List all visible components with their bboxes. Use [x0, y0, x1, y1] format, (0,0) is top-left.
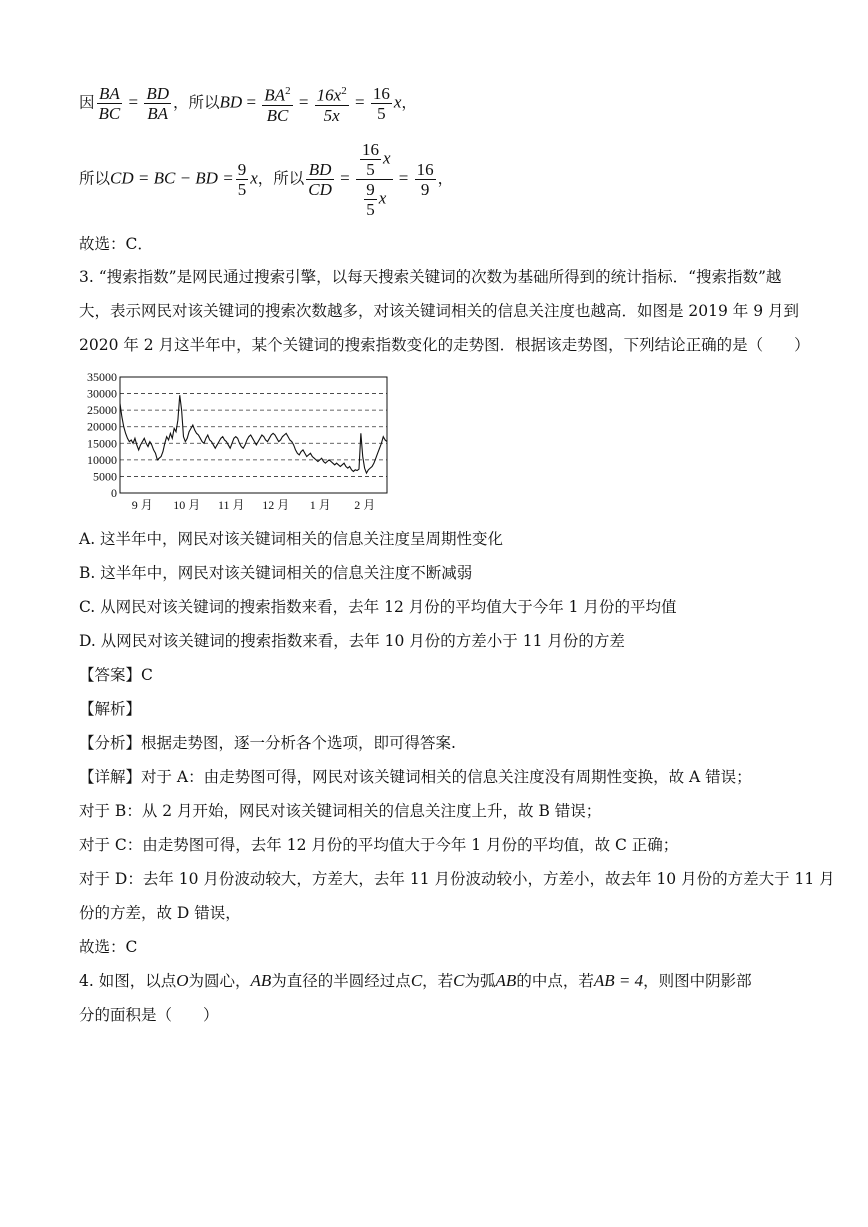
- fraction-numerator: BA: [97, 84, 123, 104]
- text-so: ，所以: [173, 93, 220, 112]
- fraction-numerator: BD: [146, 83, 170, 103]
- fraction-ba-bc: [97, 84, 123, 123]
- symbol-bd: BD: [219, 92, 243, 112]
- fraction-bd-ba: [144, 84, 171, 123]
- variable-x: x: [382, 148, 391, 168]
- equation-line-2: [79, 140, 453, 219]
- q4-text: 为弧: [464, 972, 496, 990]
- y-tick-label: 5000: [93, 469, 117, 484]
- symbol-ab: AB: [250, 971, 272, 990]
- symbol-c: C: [453, 971, 465, 990]
- fraction-denominator: 9: [420, 180, 430, 199]
- exponent: 2: [285, 85, 291, 97]
- equals-sign: =: [335, 168, 354, 188]
- x-tick-label: 1 月: [309, 498, 331, 512]
- text-because: 因: [79, 93, 95, 112]
- detail-option-d-line-2: 份的方差，故 D 错误，: [79, 904, 241, 922]
- question-4-line-2: 分的面积是（ ）: [79, 1006, 219, 1024]
- equals-sign: =: [294, 92, 313, 112]
- q4-text: ，则图中阴影部: [643, 972, 752, 990]
- exponent: 2: [341, 85, 347, 97]
- fraction-numerator: BD: [306, 160, 334, 180]
- option-c[interactable]: C. 从网民对该关键词的搜索指数来看，去年 12 月份的平均值大于今年 1 月份的平均值: [79, 598, 677, 616]
- fraction-denominator: BC: [266, 105, 289, 125]
- question-4-line-1: [79, 971, 752, 991]
- fraction-denominator: 5: [366, 160, 375, 179]
- variable-x: x: [378, 188, 387, 208]
- equation-line-1: [79, 82, 417, 125]
- fraction-numerator: 9: [237, 160, 247, 179]
- fraction-denominator: 5: [366, 200, 375, 219]
- chart-grid: [120, 394, 387, 477]
- detail-option-a: 【详解】对于 A：由走势图可得，网民对该关键词相关的信息关注度没有周期性变换，故 A 错误；: [79, 768, 752, 786]
- fraction-denominator: 5: [377, 103, 386, 123]
- detail-option-c: 对于 C：由走势图可得，去年 12 月份的平均值大于今年 1 月份的平均值，故 C 正确；: [79, 836, 679, 854]
- answer-label: 【答案】C: [79, 666, 153, 684]
- x-tick-label: 11 月: [217, 498, 245, 512]
- equals-sign: =: [124, 92, 143, 112]
- analysis-summary: 【分析】根据走势图，逐一分析各个选项，即可得答案.: [79, 734, 456, 752]
- detail-option-b: 对于 B：从 2 月开始，网民对该关键词相关的信息关注度上升，故 B 错误；: [79, 802, 602, 820]
- q4-text: 为圆心，: [188, 972, 251, 990]
- text-so: 所以: [79, 169, 111, 188]
- fraction-16-5: [371, 84, 392, 123]
- fraction-denominator: BC: [98, 103, 121, 123]
- symbol-ab: AB: [495, 971, 517, 990]
- search-index-chart: [78, 368, 398, 516]
- chart-series: [120, 395, 387, 473]
- x-axis-ticks: [132, 498, 376, 512]
- comma: ，: [437, 169, 454, 188]
- y-tick-label: 30000: [87, 386, 117, 401]
- fraction-9-5: [236, 160, 249, 199]
- fraction-denominator: 5: [237, 180, 247, 199]
- search-index-line: [120, 395, 387, 473]
- equation-ab-4: AB = 4: [593, 971, 644, 990]
- fraction-16-9: [415, 160, 436, 199]
- option-a[interactable]: A. 这半年中，网民对该关键词相关的信息关注度呈周期性变化: [79, 530, 504, 548]
- y-tick-label: 20000: [87, 419, 117, 434]
- y-tick-label: 15000: [87, 436, 117, 451]
- equals-sign: =: [394, 168, 413, 188]
- q4-text: 的中点，若: [516, 972, 594, 990]
- question-3-line-2: 大，表示网民对该关键词的搜索次数越多，对该关键词相关的信息关注度也越高．如图是 2019 年 9 月到: [79, 302, 800, 320]
- x-tick-label: 9 月: [131, 498, 153, 512]
- fraction-denominator: CD: [308, 180, 332, 199]
- variable-x: x: [250, 168, 258, 188]
- compound-fraction: [356, 140, 393, 219]
- y-tick-label: 25000: [87, 403, 117, 418]
- fraction-denominator: 5x: [323, 105, 340, 125]
- symbol-c: C: [410, 971, 423, 990]
- fraction-16-5: [360, 140, 381, 179]
- symbol-o: O: [176, 971, 189, 990]
- fraction-9-5: [364, 180, 377, 219]
- option-d[interactable]: D. 从网民对该关键词的搜索指数来看，去年 10 月份的方差小于 11 月份的方差: [79, 632, 625, 650]
- y-tick-label: 0: [111, 486, 117, 500]
- question-3-line-1: 3. “搜索指数”是网民通过搜索引擎，以每天搜索关键词的次数为基础所得到的统计指标．“搜索指数”越: [79, 268, 782, 286]
- comma: ，: [401, 93, 417, 112]
- y-tick-label: 35000: [87, 370, 117, 384]
- x-tick-label: 2 月: [354, 498, 376, 512]
- x-tick-label: 12 月: [262, 498, 290, 512]
- fraction-numerator: 9: [366, 180, 375, 199]
- fraction-numerator: 16: [416, 160, 434, 179]
- plot-frame: [120, 377, 387, 493]
- question-3-line-3: 2020 年 2 月这半年中，某个关键词的搜索指数变化的走势图．根据该走势图，下列结论正确的是（ ）: [79, 336, 810, 354]
- expression-cd: CD = BC − BD =: [110, 168, 234, 188]
- detail-option-d-line-1: 对于 D：去年 10 月份波动较大，方差大，去年 11 月份波动较小，方差小，故去年 10 月份的方差大于 11 月: [79, 870, 835, 888]
- analysis-label: 【解析】: [79, 700, 142, 718]
- fraction-numerator: BA: [264, 85, 286, 105]
- fraction-bd-cd: [306, 160, 334, 199]
- fraction-ba2-bc: [262, 82, 292, 125]
- q4-text: ，若: [422, 972, 454, 990]
- fraction-numerator: 16x: [316, 85, 342, 105]
- q4-text: 4. 如图，以点: [79, 972, 177, 990]
- text-so: ，所以: [257, 169, 305, 188]
- variable-x: x: [393, 92, 402, 112]
- x-tick-label: 10 月: [173, 498, 201, 512]
- equals-sign: =: [242, 92, 261, 112]
- fraction-numerator: 16: [372, 83, 390, 103]
- y-tick-label: 10000: [87, 452, 117, 467]
- answer-choose-c: 故选：C．: [79, 235, 153, 253]
- equals-sign: =: [350, 92, 369, 112]
- fraction-numerator: 16: [361, 140, 379, 159]
- fraction-denominator: BA: [147, 103, 169, 123]
- option-b[interactable]: B. 这半年中，网民对该关键词相关的信息关注度不断减弱: [79, 564, 473, 582]
- q4-text: 为直径的半圆经过点: [271, 972, 411, 990]
- fraction-16x2-5x: [315, 82, 349, 125]
- y-axis-ticks: [87, 370, 117, 500]
- final-choice: 故选：C: [79, 938, 138, 956]
